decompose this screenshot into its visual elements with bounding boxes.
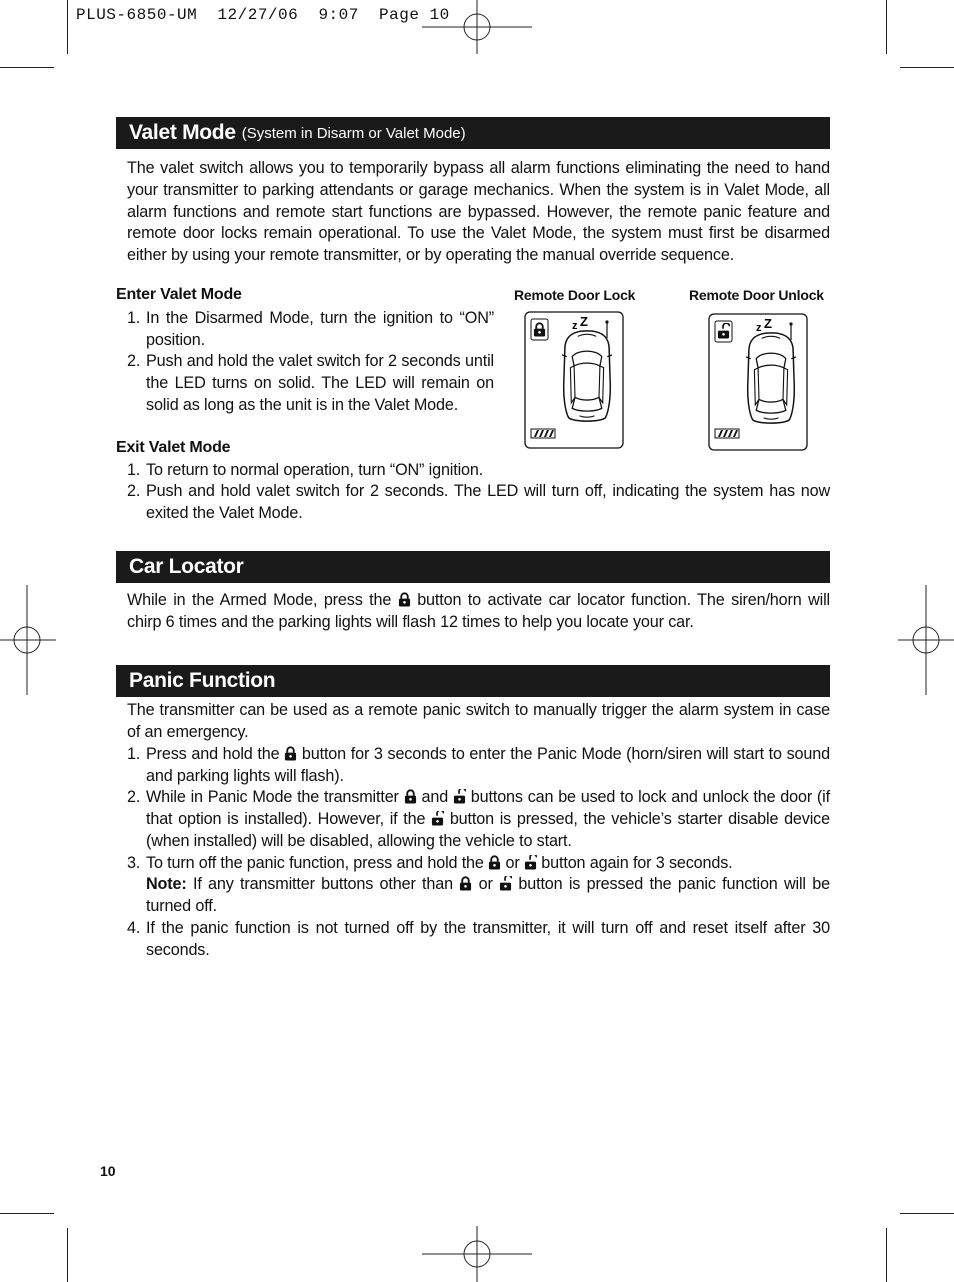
exit-valet-heading: Exit Valet Mode (116, 439, 231, 456)
svg-text:z: z (756, 322, 762, 334)
list-item: 2. While in Panic Mode the transmitter and buttons can be used to lock and unlock the door (if that option is installed). However, if the button is pressed, the vehicle’s starter disable device (when installed) will be disabled, allowing the vehicle to start. (127, 788, 830, 850)
section-header-locator (116, 551, 830, 583)
enter-valet-heading: Enter Valet Mode (116, 286, 242, 303)
list-item: 2. Push and hold valet switch for 2 seconds. The LED will turn off, indicating the system has now exited the Valet Mode. (127, 482, 830, 522)
lock-icon (284, 746, 297, 761)
valet-intro: The valet switch allows you to temporarily bypass all alarm functions eliminating the need to hand your transmitter to parking attendants or garage mechanics. When the system is in Valet Mode, all alarm functions and remote start functions are bypassed. However, the remote panic feature and remote door locks remain operational. To use the Valet Mode, the system must first be disarmed either by using your remote transmitter, or by operating the manual override sequence. (127, 159, 830, 265)
lock-icon (488, 855, 501, 870)
registration-mark-left (0, 585, 56, 695)
svg-text:Z: Z (764, 316, 772, 331)
unlock-icon (453, 789, 466, 804)
locator-text: While in the Armed Mode, press the button to activate car locator function. The siren/horn will chirp 6 times and the parking lights will flash 12 times to help you locate your car. (127, 591, 830, 631)
registration-mark-right (898, 585, 954, 695)
remote-unlock-display (708, 313, 808, 451)
list-item: 2. Push and hold the valet switch for 2 seconds until the LED turns on solid. The LED will remain on solid as long as the unit is in the Valet Mode. (127, 352, 494, 414)
lock-icon (398, 592, 411, 607)
lock-icon (459, 876, 472, 891)
section-title: Valet Mode (129, 121, 236, 144)
list-item: 1. To return to normal operation, turn “ON” ignition. (127, 461, 484, 479)
note: Note: If any transmitter buttons other than or button is pressed the panic function will be turned off. (146, 875, 830, 915)
lock-icon (404, 789, 417, 804)
list-item: 3. To turn off the panic function, press and hold the or button again for 3 seconds. (127, 854, 733, 872)
panic-intro: The transmitter can be used as a remote panic switch to manually trigger the alarm system in case of an emergency. (127, 701, 830, 741)
section-title: Car Locator (129, 555, 244, 578)
unlock-icon (524, 855, 537, 870)
svg-text:Z: Z (580, 314, 588, 329)
print-slug: PLUS-6850-UM 12/27/06 9:07 Page 10 (76, 6, 450, 24)
remote-lock-caption: Remote Door Lock (514, 287, 636, 303)
remote-lock-display (524, 311, 624, 449)
list-item: 1. In the Disarmed Mode, turn the ignition to “ON” position. (127, 309, 494, 349)
page-number: 10 (100, 1163, 116, 1179)
section-header-panic (116, 665, 830, 697)
unlock-icon (499, 876, 512, 891)
section-title: Panic Function (129, 669, 276, 692)
list-item: 4. If the panic function is not turned off by the transmitter, it will turn off and reset itself after 30 seconds. (127, 919, 830, 959)
svg-text:z: z (572, 320, 578, 332)
unlock-icon (431, 811, 444, 826)
registration-mark-bottom (422, 1226, 532, 1282)
section-header-valet (116, 117, 830, 149)
remote-unlock-caption: Remote Door Unlock (689, 287, 824, 303)
section-subtitle: (System in Disarm or Valet Mode) (241, 124, 466, 142)
list-item: 1. Press and hold the button for 3 seconds to enter the Panic Mode (horn/siren will start to sound and parking lights will flash). (127, 745, 830, 785)
